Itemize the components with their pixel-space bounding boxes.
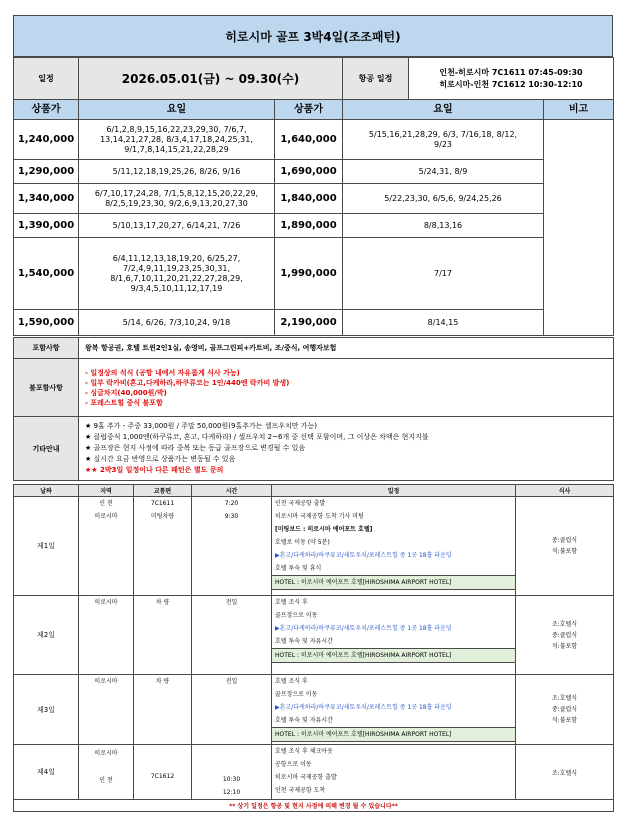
col-days-2: 요일: [343, 100, 544, 120]
price-value: 1,590,000: [14, 310, 79, 336]
price-row: [14, 184, 614, 214]
itinerary-item: 공항으로 이동: [275, 761, 312, 768]
transport: 7C1612: [134, 745, 192, 800]
footer-note: ** 상기 일정은 항공 및 현지 사정에 의해 변경 될 수 있습니다**: [14, 800, 614, 812]
hotel-info: HOTEL : 히로시마 에어포트 호텔[HIROSHIMA AIRPORT HOTEL]: [272, 648, 515, 663]
meal: 석:불포함: [551, 717, 578, 724]
price-value: 1,890,000: [275, 214, 343, 238]
day-row: [14, 675, 614, 745]
transport: 차 량: [134, 675, 192, 745]
flight-return: 히로시마-인천 7C1612 10:30-12:10: [439, 79, 583, 89]
sched-col-itinerary: 일정: [272, 485, 516, 497]
other-item: ★ 골프장은 현지 사정에 따라 중복 또는 동급 골프장으로 변경될 수 있음: [85, 444, 306, 452]
exclude-item: - 일부 락카비(혼고,다케하라,하쿠류코는 1인/440엔 락카비 발생): [85, 378, 290, 387]
col-price-1: 상품가: [14, 100, 79, 120]
days-value: 5/22,23,30, 6/5,6, 9/24,25,26: [343, 184, 544, 214]
day-label: 제2일: [14, 596, 79, 675]
itinerary-item: 호텔 조식 후: [275, 599, 308, 606]
other-item: ★ 9홀 추가 - 주중 33,000원 / 주말 50,000원(9홀추가는 셀프우치만 가능): [85, 422, 318, 430]
area: 히로시마: [79, 596, 134, 675]
transport: 미팅차량: [150, 513, 175, 520]
sched-col-date: 날짜: [14, 485, 79, 497]
time: 9:30: [224, 513, 239, 520]
meal: 석:불포함: [551, 548, 578, 555]
itinerary-item: [미팅보드 : 히로시마 에어포트 호텔]: [275, 526, 373, 533]
days-value: 5/10,13,17,20,27, 6/14,21, 7/26: [79, 214, 275, 238]
days-value: 5/11,12,18,19,25,26, 8/26, 9/16: [79, 160, 275, 184]
sched-col-area: 지역: [79, 485, 134, 497]
sched-col-meal: 식사: [516, 485, 614, 497]
price-row: [14, 160, 614, 184]
flight-outbound: 인천-히로시마 7C1611 07:45-09:30: [439, 67, 583, 77]
itinerary-item: 골프장으로 이동: [275, 612, 318, 619]
itinerary-item: 호텔 투숙 및 휴식: [275, 565, 322, 572]
transport: 7C1611: [150, 500, 175, 507]
itinerary-item: ▶혼고/다케하라/하쿠류코/세토우치/포레스트힐 중 1곳 18홀 라운딩: [275, 625, 452, 632]
meal: 석:불포함: [551, 642, 578, 650]
itinerary-item: ▶혼고/다케하라/하쿠류코/세토우치/포레스트힐 중 1곳 18홀 라운딩: [275, 704, 452, 711]
time: 12:10: [222, 789, 241, 796]
price-value: 1,390,000: [14, 214, 79, 238]
exclude-item: - 포레스트힐 중식 불포함: [85, 398, 163, 407]
include-text: 왕복 항공권, 호텔 트윈2인1실, 송영비, 골프그린피+카트비, 조/중식, 여행자보험: [79, 338, 614, 359]
sched-col-transport: 교통편: [134, 485, 192, 497]
transport: 차 량: [134, 596, 192, 675]
itinerary-item: 호텔 투숙 및 자유시간: [275, 638, 333, 645]
price-row: [14, 238, 614, 310]
time: 전일: [192, 596, 272, 675]
days-value: 6/7,10,17,24,28, 7/1,5,8,12,15,20,22,29, 8/2,5,19,23,30, 9/2,6,9,13,20,27,30: [79, 184, 275, 214]
area: 히로시마: [79, 675, 134, 745]
hotel-info: HOTEL : 히로시마 에어포트 호텔[HIROSHIMA AIRPORT HOTEL]: [272, 727, 515, 742]
exclude-item: - 일정상의 석식 (공항 내에서 자유롭게 식사 가능): [85, 368, 240, 377]
time: 10:30: [222, 776, 241, 783]
info-table: [13, 337, 614, 481]
itinerary-item: 히로시마 국제공항 출발: [275, 774, 337, 781]
meal: 조:호텔식: [551, 695, 578, 702]
itinerary-item: 호텔 투숙 및 자유시간: [275, 717, 333, 724]
price-value: 1,840,000: [275, 184, 343, 214]
days-value: 5/14, 6/26, 7/3,10,24, 9/18: [79, 310, 275, 336]
days-value: 8/14,15: [343, 310, 544, 336]
other-label: 기타안내: [14, 417, 79, 481]
price-value: 1,540,000: [14, 238, 79, 310]
meal: 조:호텔식: [551, 620, 578, 628]
page-title: 히로시마 골프 3박4일(조조패턴): [13, 15, 613, 57]
price-table: [13, 57, 614, 336]
day-label: 제4일: [14, 745, 79, 800]
flight-label: 항공 일정: [343, 58, 409, 99]
time: 전일: [192, 675, 272, 745]
itinerary-item: 인천 국제공항 도착: [275, 787, 326, 794]
note-cell: [544, 120, 614, 336]
days-value: 5/24,31, 8/9: [343, 160, 544, 184]
price-value: 1,240,000: [14, 120, 79, 160]
days-value: 6/4,11,12,13,18,19,20, 6/25,27, 7/2,4,9,11,19,23,25,30,31, 8/1,6,7,10,11,20,21,22,27,28,29, 9/3,4,5,10,11,12,17,19: [79, 238, 275, 310]
exclude-label: 불포함사항: [14, 359, 79, 417]
time: 7:20: [224, 500, 239, 507]
days-value: 8/8,13,16: [343, 214, 544, 238]
itinerary-item: 호텔 조식 후: [275, 678, 308, 685]
days-value: 5/15,16,21,28,29, 6/3, 7/16,18, 8/12, 9/23: [343, 120, 544, 160]
other-item: ★ 실시간 요금 반영으로 상품가는 변동될 수 있음: [85, 455, 236, 463]
area: 인 천: [99, 777, 113, 784]
col-days-1: 요일: [79, 100, 275, 120]
col-price-2: 상품가: [275, 100, 343, 120]
other-item-red: ★★ 2박3일 일정이나 다른 패턴은 별도 문의: [85, 466, 224, 474]
meal: 조:호텔식: [516, 745, 614, 800]
other-item: ★ 클럽중식 1,000엔(하쿠류코, 혼고, 다케하라) / 셀프우치 2~6개 중 선택 포함이며, 그 이상은 차액은 현지지불: [85, 433, 429, 441]
price-value: 1,290,000: [14, 160, 79, 184]
hotel-info: HOTEL : 히로시마 에어포트 호텔[HIROSHIMA AIRPORT HOTEL]: [272, 575, 515, 590]
price-value: 2,190,000: [275, 310, 343, 336]
price-value: 1,690,000: [275, 160, 343, 184]
exclude-item: - 싱글차지(40,000원/박): [85, 388, 167, 397]
itinerary-item: 호텔로 이동 (약 5분): [275, 539, 330, 546]
itinerary-item: ▶혼고/다케하라/하쿠류코/세토우치/포레스트힐 중 1곳 18홀 라운딩: [275, 552, 452, 559]
price-row: [14, 120, 614, 160]
meal: 중:클럽식: [551, 706, 578, 713]
price-row: [14, 214, 614, 238]
col-note: 비고: [544, 100, 614, 120]
area: 인 천: [99, 500, 113, 507]
price-value: 1,340,000: [14, 184, 79, 214]
itinerary-item: 히로시마 국제공항 도착 기사 미팅: [275, 513, 364, 520]
day-row: [14, 596, 614, 675]
day-row: [14, 497, 614, 596]
price-value: 1,640,000: [275, 120, 343, 160]
area: 히로시마: [94, 513, 118, 520]
itinerary-item: 인천 국제공항 출발: [275, 500, 326, 507]
area: 히로시마: [94, 750, 118, 757]
meal: 중:클럽식: [551, 631, 578, 639]
day-label: 제3일: [14, 675, 79, 745]
day-row: [14, 745, 614, 800]
period-dates: 2026.05.01(금) ~ 09.30(수): [79, 58, 343, 100]
price-value: 1,990,000: [275, 238, 343, 310]
include-label: 포함사항: [14, 338, 79, 359]
sched-col-time: 시간: [192, 485, 272, 497]
itinerary-item: 호텔 조식 후 체크아웃: [275, 748, 333, 755]
meal: 중:클럽식: [551, 537, 578, 544]
day-label: 제1일: [14, 497, 79, 596]
price-row: [14, 310, 614, 336]
days-value: 7/17: [343, 238, 544, 310]
itinerary-item: 골프장으로 이동: [275, 691, 318, 698]
period-label: 일정: [14, 58, 79, 100]
days-value: 6/1,2,8,9,15,16,22,23,29,30, 7/6,7, 13,14,21,27,28, 8/3,4,17,18,24,25,31, 9/1,7,8,14,15,21,22,28,29: [79, 120, 275, 160]
schedule-table: [13, 484, 614, 812]
